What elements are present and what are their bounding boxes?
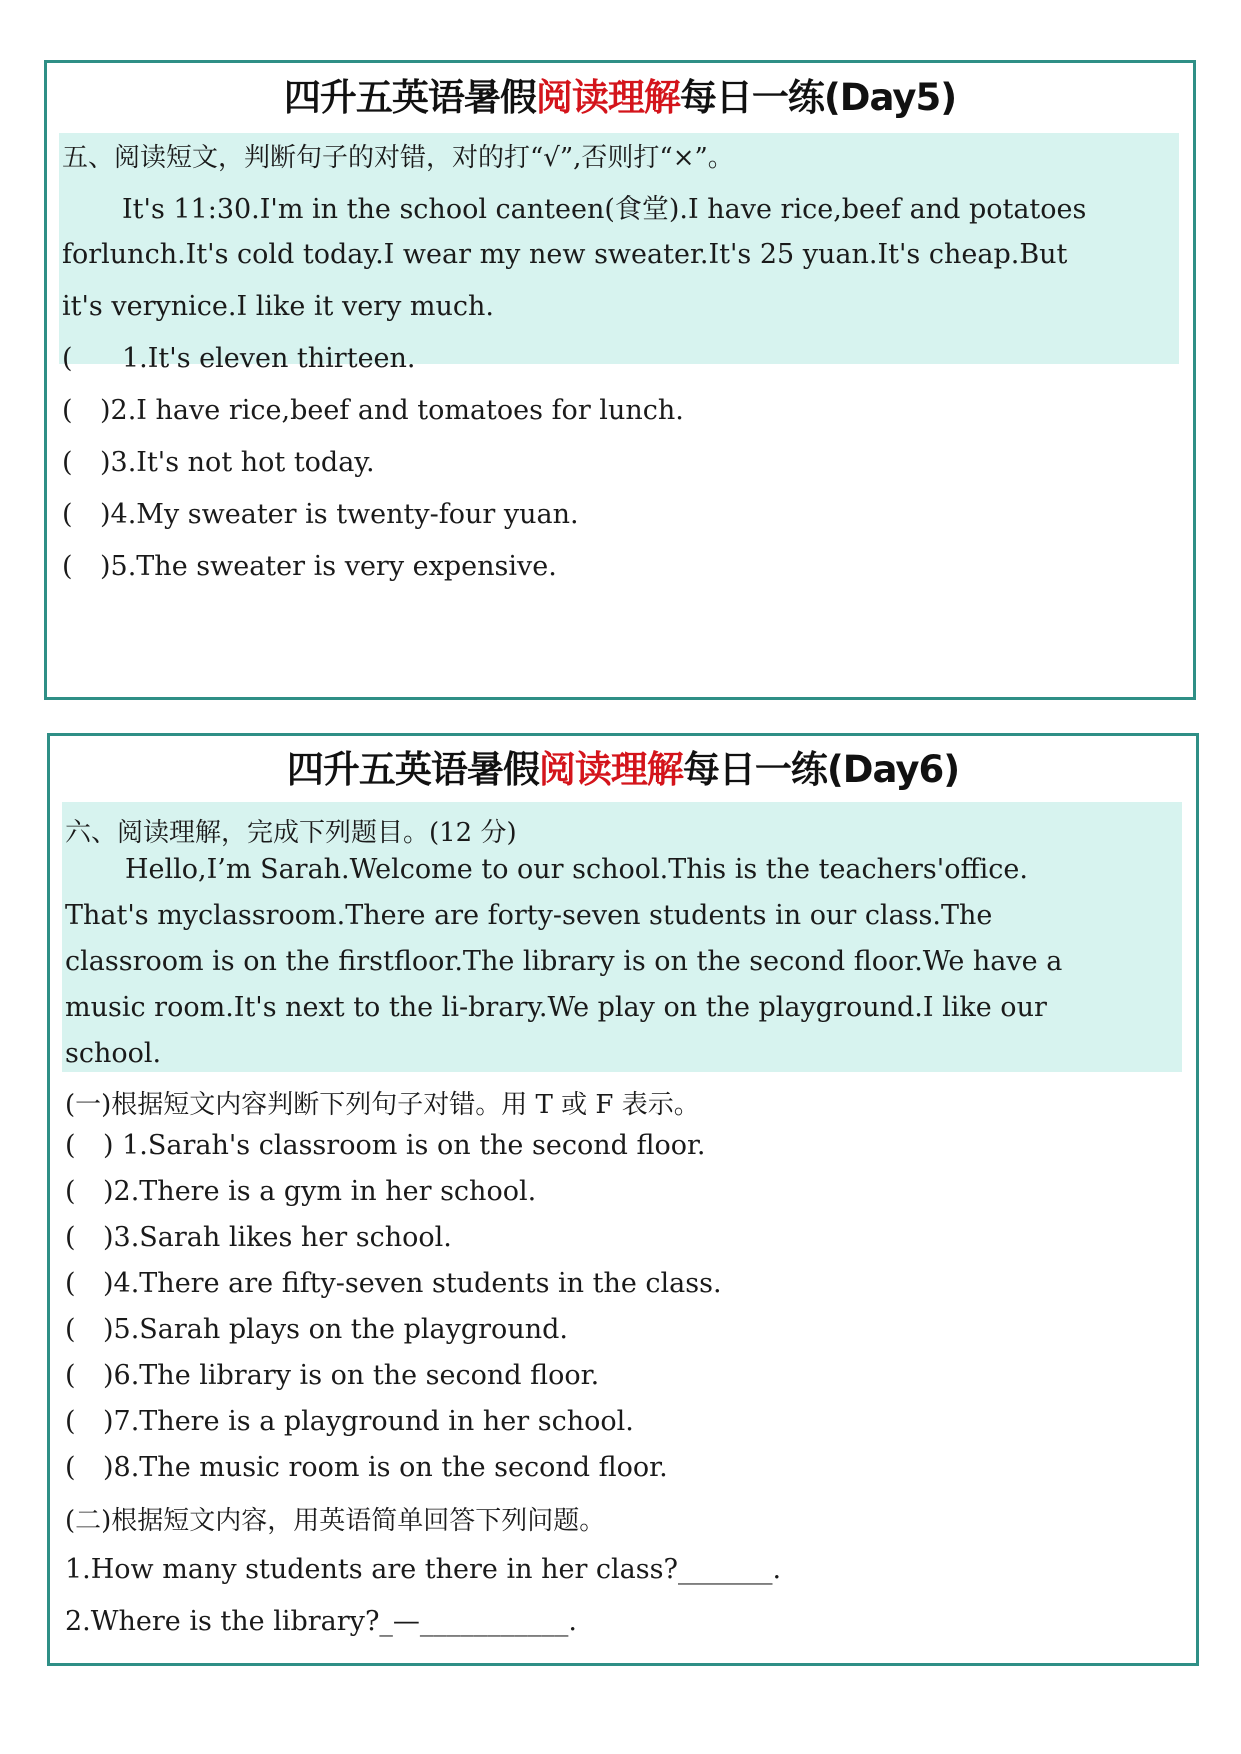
question-text: )3.Sarah likes her school. [103, 1222, 452, 1253]
day6-title-part2: 每日一练(Day6) [682, 748, 960, 791]
day6-passage-line: school. [65, 1038, 162, 1069]
day5-passage-line: It's 11:30.I'm in the school canteen(食堂).I have rice,beef and potatoes [122, 194, 1087, 225]
answer-paren[interactable]: ( [65, 1314, 76, 1345]
answer-paren[interactable]: ( [62, 343, 73, 374]
question-text: )2.There is a gym in her school. [103, 1176, 537, 1207]
day6-part1-question-8 [65, 1452, 668, 1483]
day6-part1-question-6 [65, 1360, 599, 1391]
question-text: )5.The sweater is very expensive. [100, 551, 557, 582]
day6-passage-line: music room.It's next to the li-brary.We play on the playground.I like our [65, 992, 1047, 1023]
question-text: 1.It's eleven thirteen. [122, 343, 416, 374]
day5-question-2 [62, 395, 684, 426]
answer-paren[interactable]: ( [65, 1222, 76, 1253]
day6-title-highlight: 阅读理解 [538, 748, 683, 791]
day5-question-5 [62, 551, 557, 582]
day6-part1-question-1 [65, 1130, 706, 1161]
day6-passage-line: classroom is on the firstfloor.The library is on the second floor.We have a [65, 946, 1063, 977]
answer-paren[interactable]: ( [65, 1130, 76, 1161]
day6-title-part1: 四升五英语暑假 [286, 748, 539, 791]
day6-passage-line: That's myclassroom.There are forty-seven students in our class.The [65, 900, 993, 931]
answer-paren[interactable]: ( [65, 1360, 76, 1391]
day6-part1-question-4 [65, 1268, 722, 1299]
day6-passage-line: Hello,I’m Sarah.Welcome to our school.This is the teachers'office. [125, 854, 1028, 885]
question-text: )8.The music room is on the second floor. [103, 1452, 668, 1483]
day5-question-3 [62, 447, 375, 478]
day6-worksheet [47, 733, 1199, 1666]
question-text: )2.I have rice,beef and tomatoes for lunch. [100, 395, 684, 426]
day6-instruction: 六、阅读理解，完成下列题目。(12 分) [65, 818, 517, 848]
question-text: )5.Sarah plays on the playground. [103, 1314, 568, 1345]
answer-paren[interactable]: ( [62, 395, 73, 426]
day5-worksheet [44, 60, 1196, 700]
day5-question-1 [62, 343, 416, 374]
answer-paren[interactable]: ( [62, 447, 73, 478]
day5-title-highlight: 阅读理解 [535, 76, 680, 119]
day5-title-part2: 每日一练(Day5) [679, 76, 957, 119]
day6-title [50, 738, 1196, 802]
day6-part2-question-1[interactable]: 1.How many students are there in her class?_______. [65, 1554, 782, 1585]
day6-part1-heading: (一)根据短文内容判断下列句子对错。用 T 或 F 表示。 [65, 1090, 700, 1120]
day6-part1-question-2 [65, 1176, 536, 1207]
answer-paren[interactable]: ( [65, 1176, 76, 1207]
question-text: )4.My sweater is twenty-four yuan. [100, 499, 579, 530]
answer-paren[interactable]: ( [65, 1452, 76, 1483]
day6-part1-question-7 [65, 1406, 634, 1437]
day6-part2-question-2[interactable]: 2.Where is the library?_—___________. [65, 1606, 577, 1637]
question-text: )6.The library is on the second floor. [103, 1360, 600, 1391]
question-text: )7.There is a playground in her school. [103, 1406, 634, 1437]
day5-passage-line: forlunch.It's cold today.I wear my new sweater.It's 25 yuan.It's cheap.But [62, 239, 1068, 270]
question-text: )4.There are fifty-seven students in the class. [103, 1268, 722, 1299]
day6-part1-question-3 [65, 1222, 452, 1253]
day5-instruction: 五、阅读短文，判断句子的对错，对的打“√”,否则打“×”。 [62, 143, 734, 173]
day5-title [47, 66, 1193, 130]
question-text: ) 1.Sarah's classroom is on the second floor. [103, 1130, 706, 1161]
answer-paren[interactable]: ( [62, 551, 73, 582]
answer-paren[interactable]: ( [65, 1406, 76, 1437]
answer-paren[interactable]: ( [65, 1268, 76, 1299]
day6-part1-question-5 [65, 1314, 568, 1345]
day6-part2-heading: (二)根据短文内容，用英语简单回答下列问题。 [65, 1506, 606, 1536]
day5-passage-line: it's verynice.I like it very much. [62, 291, 495, 322]
day5-question-4 [62, 499, 579, 530]
answer-paren[interactable]: ( [62, 499, 73, 530]
question-text: )3.It's not hot today. [100, 447, 375, 478]
day5-title-part1: 四升五英语暑假 [283, 76, 536, 119]
